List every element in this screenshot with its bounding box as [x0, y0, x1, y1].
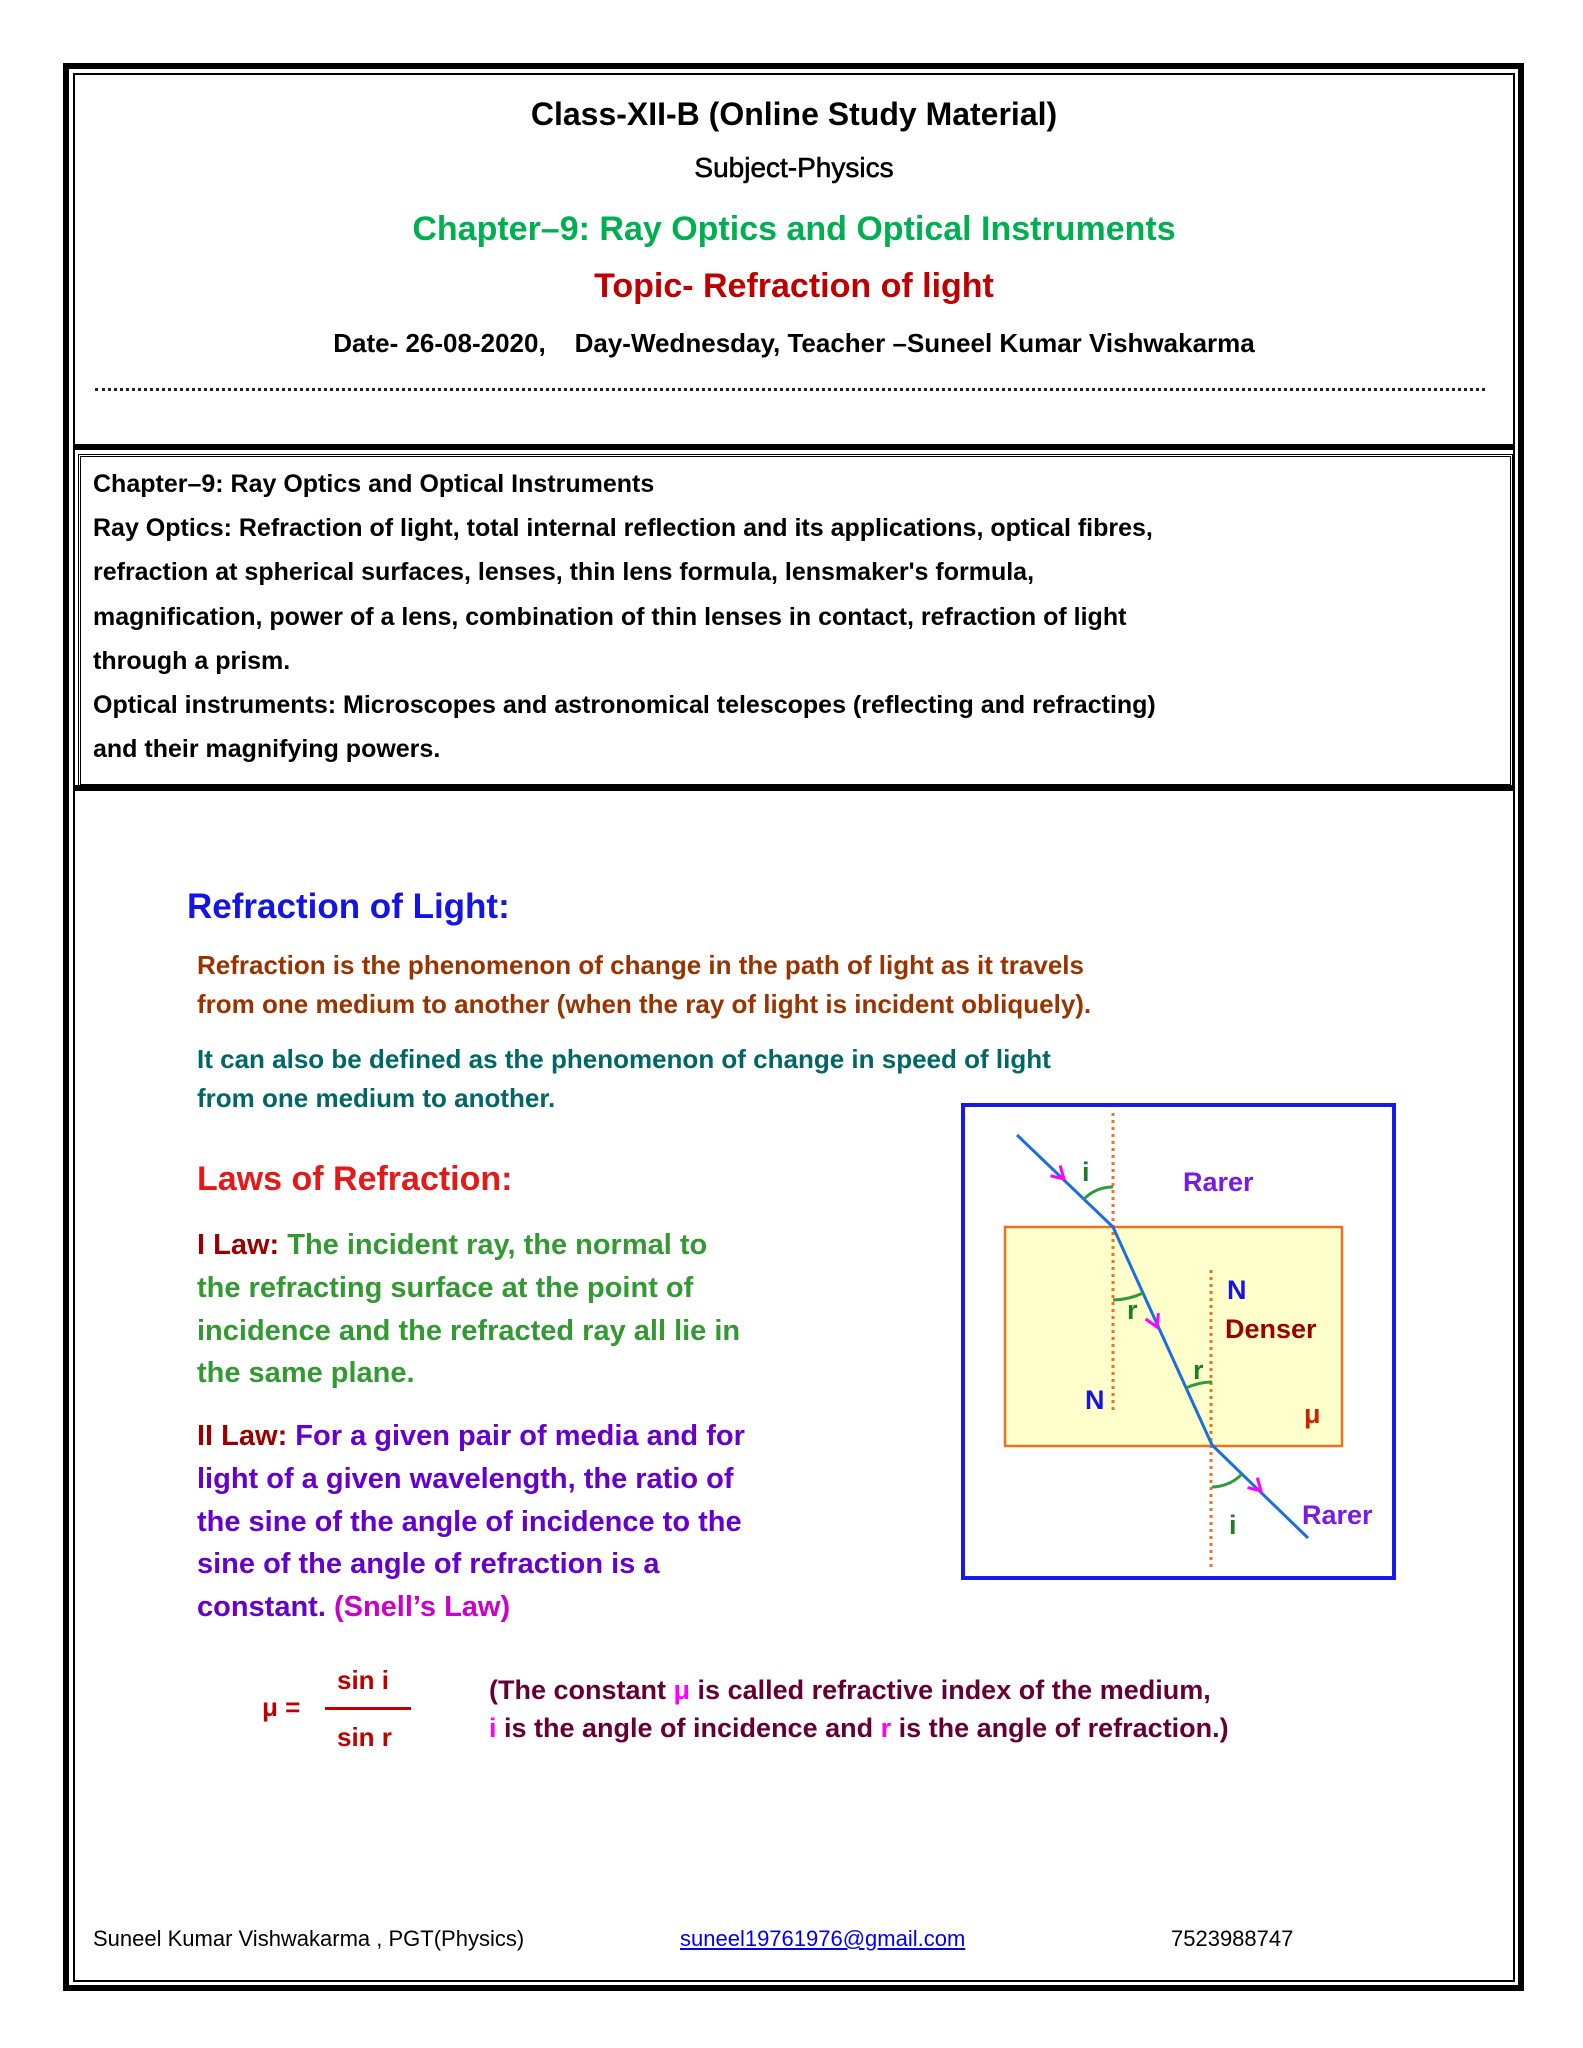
- class-heading: Class-XII-B (Online Study Material): [530, 96, 1058, 132]
- topic-heading: Topic- Refraction of light: [594, 267, 994, 305]
- syllabus-line: through a prism.: [93, 647, 291, 675]
- law2-text: For a given pair of media and for: [287, 1420, 745, 1452]
- law2-label: II Law:: [197, 1420, 288, 1452]
- formula-lhs: μ =: [262, 1692, 301, 1722]
- dotted-divider: [95, 388, 1485, 391]
- definition2-line: from one medium to another.: [197, 1083, 556, 1113]
- law1-label: I Law:: [197, 1229, 280, 1261]
- footer-author: Suneel Kumar Vishwakarma , PGT(Physics): [93, 1926, 525, 1951]
- explanation-text: is the angle of incidence and: [496, 1713, 881, 1743]
- fraction-bar: [325, 1707, 411, 1710]
- syllabus-line: and their magnifying powers.: [93, 735, 441, 763]
- explanation-text: is called refractive index of the medium,: [690, 1675, 1211, 1705]
- definition-line: from one medium to another (when the ray of light is incident obliquely).: [197, 989, 1092, 1019]
- denser-label: Denser: [1225, 1314, 1317, 1344]
- i-highlight: i: [489, 1713, 497, 1743]
- angle-label-r: r: [1127, 1295, 1138, 1325]
- section-title: Refraction of Light:: [187, 887, 510, 926]
- formula-numerator: sin i: [337, 1665, 390, 1695]
- law2-text: constant.: [197, 1591, 326, 1623]
- refraction-diagram: [961, 1103, 1396, 1580]
- law1-line: the same plane.: [197, 1357, 415, 1389]
- mu-highlight: μ: [673, 1675, 691, 1705]
- header-separator: [73, 444, 1515, 450]
- law2-line: light of a given wavelength, the ratio of: [197, 1463, 734, 1495]
- footer-email-link[interactable]: suneel19761976@gmail.com: [680, 1926, 966, 1951]
- law2-line: [197, 1420, 745, 1453]
- normal-label: N: [1227, 1275, 1247, 1305]
- footer-phone: 7523988747: [1171, 1926, 1294, 1951]
- syllabus-line: Optical instruments: Microscopes and astronomical telescopes (reflecting and refracting): [93, 691, 1156, 719]
- law2-line: sine of the angle of refraction is a: [197, 1548, 660, 1580]
- syllabus-line: Ray Optics: Refraction of light, total internal reflection and its applications, optical fibres,: [93, 514, 1153, 542]
- angle-label-r: r: [1193, 1355, 1204, 1385]
- explanation-line: [489, 1713, 1229, 1744]
- rarer-label: Rarer: [1183, 1167, 1254, 1197]
- normal-label: N: [1085, 1385, 1105, 1415]
- syllabus-separator: [73, 785, 1515, 791]
- law1-line: the refracting surface at the point of: [197, 1272, 694, 1304]
- angle-label-i: i: [1229, 1510, 1237, 1540]
- law2-line: the sine of the angle of incidence to the: [197, 1506, 742, 1538]
- law1-text: The incident ray, the normal to: [279, 1229, 708, 1261]
- definition-line: Refraction is the phenomenon of change in the path of light as it travels: [197, 950, 1084, 980]
- definition2-line: It can also be defined as the phenomenon of change in speed of light: [197, 1044, 1051, 1074]
- explanation-text: (The constant: [489, 1675, 674, 1705]
- rarer-label: Rarer: [1302, 1500, 1373, 1530]
- snell-law-label: (Snell’s Law): [325, 1591, 511, 1623]
- chapter-heading: Chapter–9: Ray Optics and Optical Instruments: [412, 210, 1176, 248]
- laws-title: Laws of Refraction:: [197, 1160, 513, 1198]
- law2-line: [197, 1591, 510, 1624]
- r-highlight: r: [880, 1713, 892, 1743]
- formula-denominator: sin r: [337, 1722, 392, 1752]
- syllabus-line: Chapter–9: Ray Optics and Optical Instruments: [93, 470, 655, 498]
- law1-line: [197, 1229, 707, 1262]
- syllabus-line: magnification, power of a lens, combination of thin lenses in contact, refraction of light: [93, 603, 1127, 631]
- law1-line: incidence and the refracted ray all lie in: [197, 1315, 741, 1347]
- mu-label: μ: [1304, 1399, 1321, 1429]
- subject-heading: Subject-Physics: [694, 152, 894, 183]
- angle-label-i: i: [1082, 1157, 1090, 1187]
- explanation-line: [489, 1675, 1211, 1706]
- date-teacher-line: Date- 26-08-2020, Day-Wednesday, Teacher –Suneel Kumar Vishwakarma: [333, 328, 1255, 358]
- syllabus-line: refraction at spherical surfaces, lenses, thin lens formula, lensmaker's formula,: [93, 558, 1035, 586]
- explanation-text: is the angle of refraction.): [891, 1713, 1229, 1743]
